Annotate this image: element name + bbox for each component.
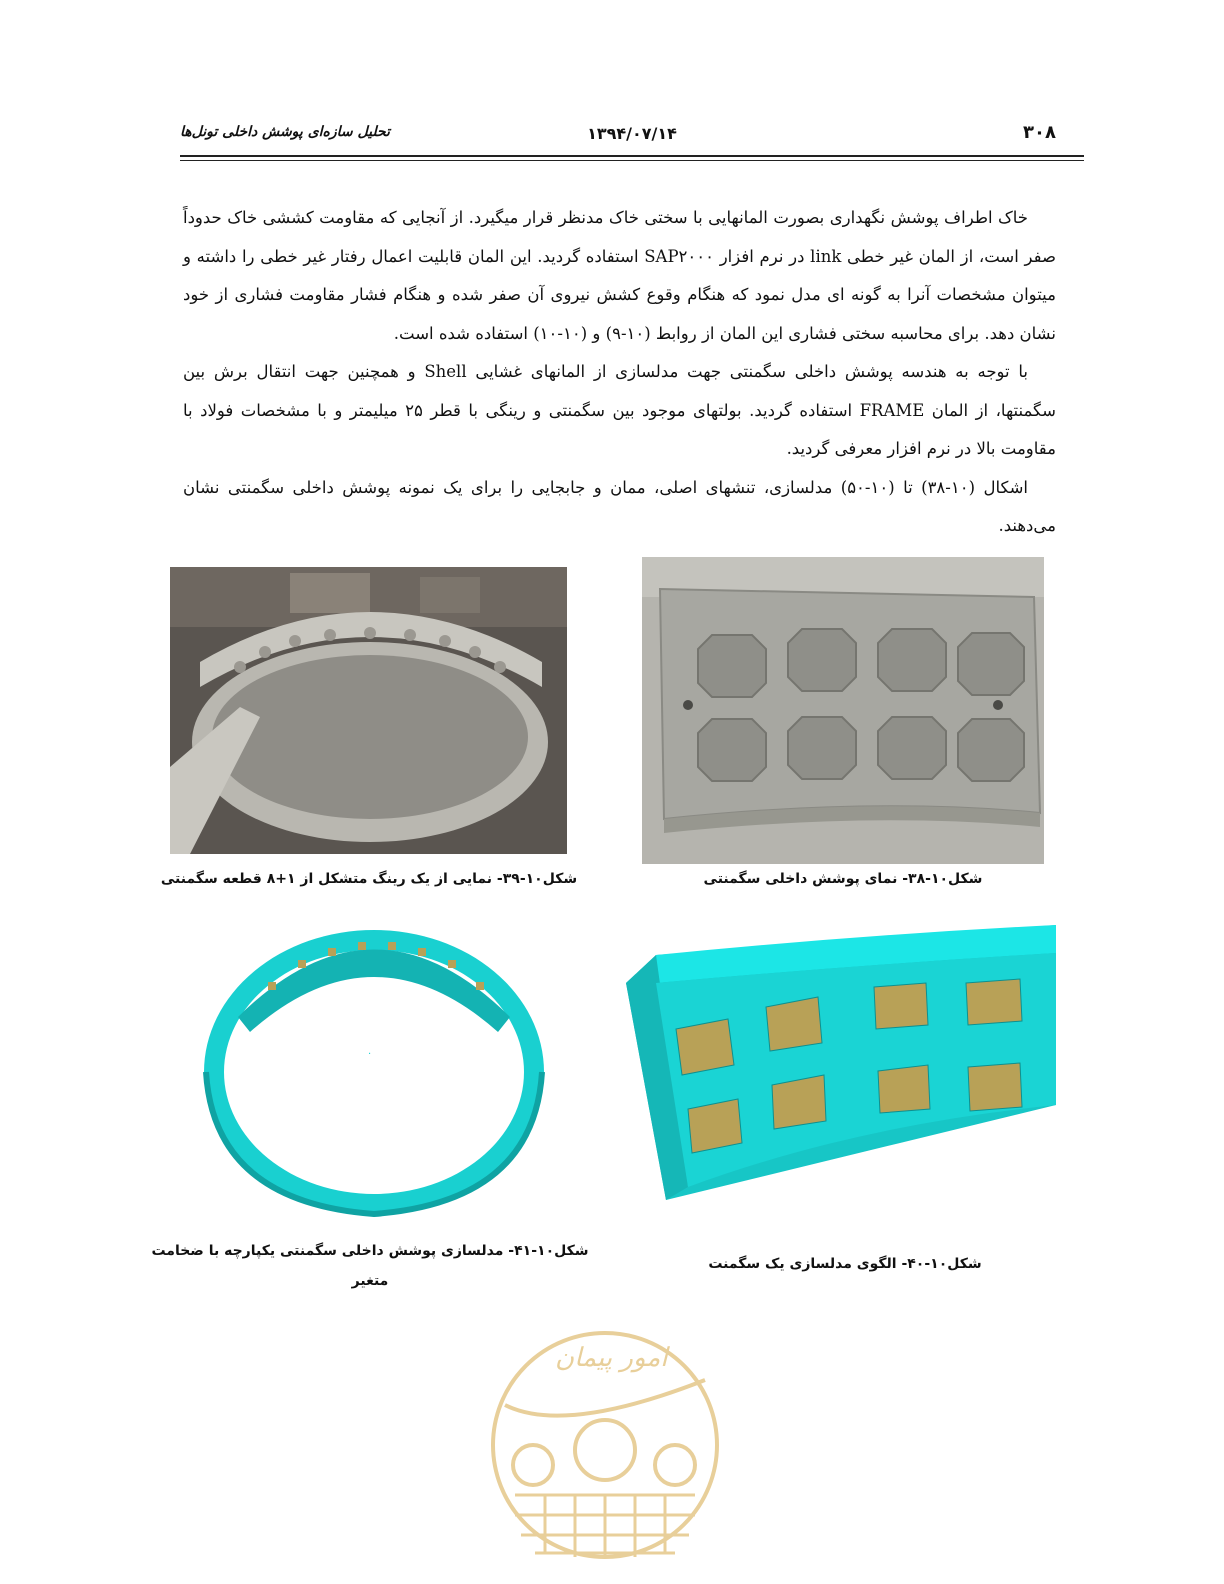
- page-header: [180, 118, 1084, 158]
- paragraph: اشکال (۱۰-۳۸) تا (۱۰-۵۰) مدلسازی، تنشهای اصلی، ممان و جابجایی را برای یک نمونه پوشش داخلی سگمنتی نشان می‌دهند.: [183, 477, 1056, 535]
- paragraph: خاک اطراف پوشش نگهداری بصورت المانهایی با سختی خاک مدنظر قرار میگیرد. از آنجایی که مقاومت کششی خاک حدوداً صفر است، از المان غیر خطی link در نرم افزار SAP۲۰۰۰ استفاده گردید. این المان قابلیت اعمال رفتار غیر خطی را داشته و میتوان مشخصات آنرا به گونه ای مدل نمود که هنگام وقوع کشش نیروی آن صفر شده و هنگام فشار مقاومت فشاری از خود نشان دهد. برای محاسبه سختی فشاری این المان از روابط (۱۰-۹) و (۱۰-۱۰) استفاده شده است.: [183, 208, 1056, 343]
- figure-ring-model: [198, 922, 550, 1218]
- header-rule-thin: [180, 160, 1084, 161]
- running-title: تحلیل سازه‌ای پوشش داخلی تونل‌ها: [180, 124, 390, 140]
- paragraph: با توجه به هندسه پوشش داخلی سگمنتی جهت مدلسازی از المانهای غشایی Shell و همچنین جهت انتقال برش بین سگمنتها، از المان FRAME استفاده گردید. بولتهای موجود بین سگمنتی و رینگی با قطر ۲۵ میلیمتر و با مشخصات فولاد با مقاومت بالا در نرم افزار معرفی گردید.: [183, 362, 1056, 458]
- ring-photo-image: [170, 567, 567, 854]
- figure-ring-photo: [170, 567, 567, 854]
- segment-model-image: [626, 925, 1056, 1200]
- header-rule: [180, 155, 1084, 157]
- caption-figure-40: شکل۱۰-۴۰- الگوی مدلسازی یک سگمنت: [708, 1256, 982, 1272]
- watermark-logo: [485, 1325, 725, 1584]
- page-number: ۳۰۸: [1023, 122, 1056, 143]
- ring-model-image: [198, 922, 550, 1218]
- watermark-text: امور پیمان: [555, 1343, 668, 1373]
- svg-text:.: .: [368, 1046, 372, 1057]
- caption-figure-39: شکل۱۰-۳۹- نمایی از یک رینگ متشکل از ۱+۸ قطعه سگمنتی: [160, 871, 578, 887]
- figure-segment-model: [626, 925, 1056, 1200]
- header-date: ۱۳۹۴/۰۷/۱۴: [587, 124, 677, 143]
- caption-figure-38: شکل۱۰-۳۸- نمای پوشش داخلی سگمنتی: [703, 871, 983, 887]
- segment-photo-image: [642, 557, 1044, 864]
- body-text: [183, 199, 1056, 546]
- caption-figure-41: شکل۱۰-۴۱- مدلسازی پوشش داخلی سگمنتی یکپارچه با ضخامت متغیر: [151, 1243, 589, 1289]
- figure-segment-photo: [642, 557, 1044, 864]
